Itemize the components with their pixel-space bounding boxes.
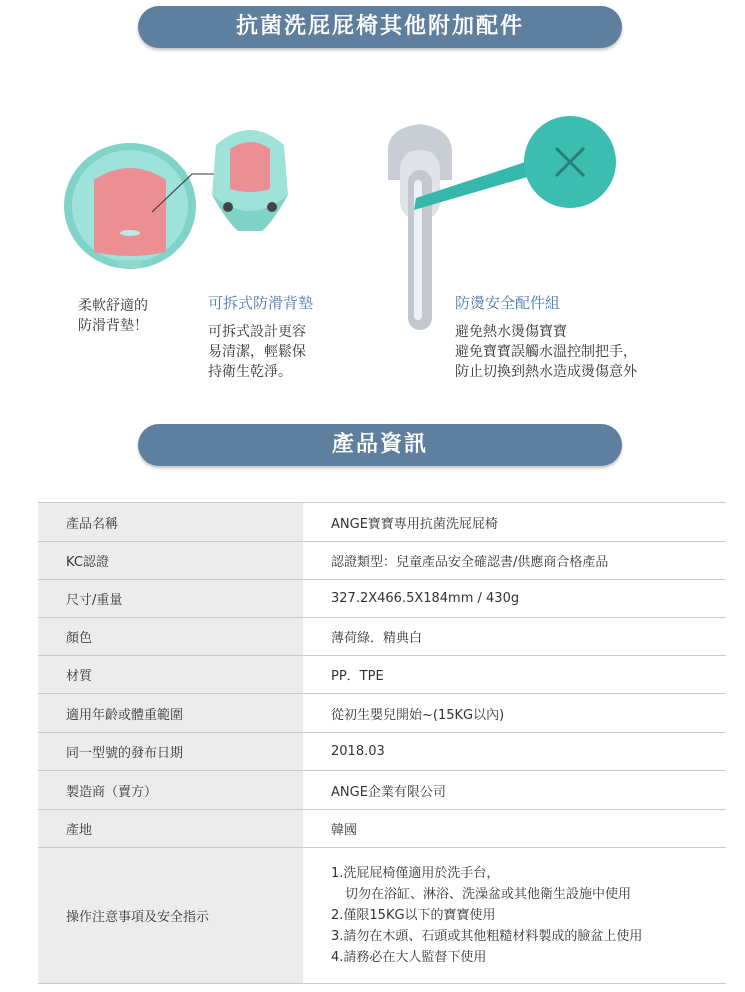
spec-key: 顏色 xyxy=(38,618,303,656)
table-row xyxy=(38,810,726,848)
spec-value: 認證類型：兒童產品安全確認書/供應商合格產品 xyxy=(303,542,726,580)
table-row xyxy=(38,656,726,694)
anti-scald-title: 防燙安全配件組 xyxy=(455,294,561,312)
spec-value: PP．TPE xyxy=(303,656,726,694)
spec-value: 從初生嬰兒開始~(15KG以內) xyxy=(303,694,726,733)
accessories-banner: 抗菌洗屁屁椅其他附加配件 xyxy=(138,6,622,48)
safety-key: 操作注意事項及安全指示 xyxy=(38,848,303,984)
detachable-title: 可拆式防滑背墊 xyxy=(208,294,314,312)
table-row xyxy=(38,848,726,984)
note-line: 切勿在浴缸、淋浴、洗澡盆或其他衛生設施中使用 xyxy=(345,887,632,902)
spec-table xyxy=(38,502,726,984)
note-line: 1.洗屁屁椅僅適用於洗手台， xyxy=(331,866,500,881)
spec-value: 2018.03 xyxy=(303,733,726,771)
note-line: 3.請勿在木頭、石頭或其他粗糙材料製成的臉盆上使用 xyxy=(331,929,643,944)
info-banner: 產品資訊 xyxy=(138,424,622,466)
spec-value: ANGE企業有限公司 xyxy=(303,771,726,810)
spec-value: 327.2X466.5X184mm / 430g xyxy=(303,580,726,618)
anti-scald-desc: 避免熱水燙傷寶寶 避免寶寶誤觸水溫控制把手， 防止切換到熱水造成燙傷意外 xyxy=(455,324,637,380)
pad-label: 柔軟舒適的 防滑背墊！ xyxy=(78,298,148,334)
detachable-desc: 可拆式設計更容 易清潔，輕鬆保 持衛生乾淨。 xyxy=(208,324,306,380)
spec-value: 韓國 xyxy=(303,810,726,848)
table-row xyxy=(38,503,726,542)
note-line: 4.請務必在大人監督下使用 xyxy=(331,950,487,965)
table-row xyxy=(38,542,726,580)
spec-key: 產品名稱 xyxy=(38,503,303,542)
table-row xyxy=(38,771,726,810)
table-row xyxy=(38,694,726,733)
safety-notes xyxy=(303,848,726,984)
table-row xyxy=(38,733,726,771)
table-row xyxy=(38,580,726,618)
spec-key: 產地 xyxy=(38,810,303,848)
note-line: 2.僅限15KG以下的寶寶使用 xyxy=(331,908,496,923)
spec-value: ANGE寶寶專用抗菌洗屁屁椅 xyxy=(303,503,726,542)
spec-value: 薄荷綠．精典白 xyxy=(303,618,726,656)
spec-key: 尺寸/重量 xyxy=(38,580,303,618)
spec-key: 製造商（賣方） xyxy=(38,771,303,810)
spec-key: KC認證 xyxy=(38,542,303,580)
spec-key: 材質 xyxy=(38,656,303,694)
spec-key: 適用年齡或體重範圍 xyxy=(38,694,303,733)
table-row xyxy=(38,618,726,656)
chair-image xyxy=(208,115,292,233)
spec-key: 同一型號的發布日期 xyxy=(38,733,303,771)
